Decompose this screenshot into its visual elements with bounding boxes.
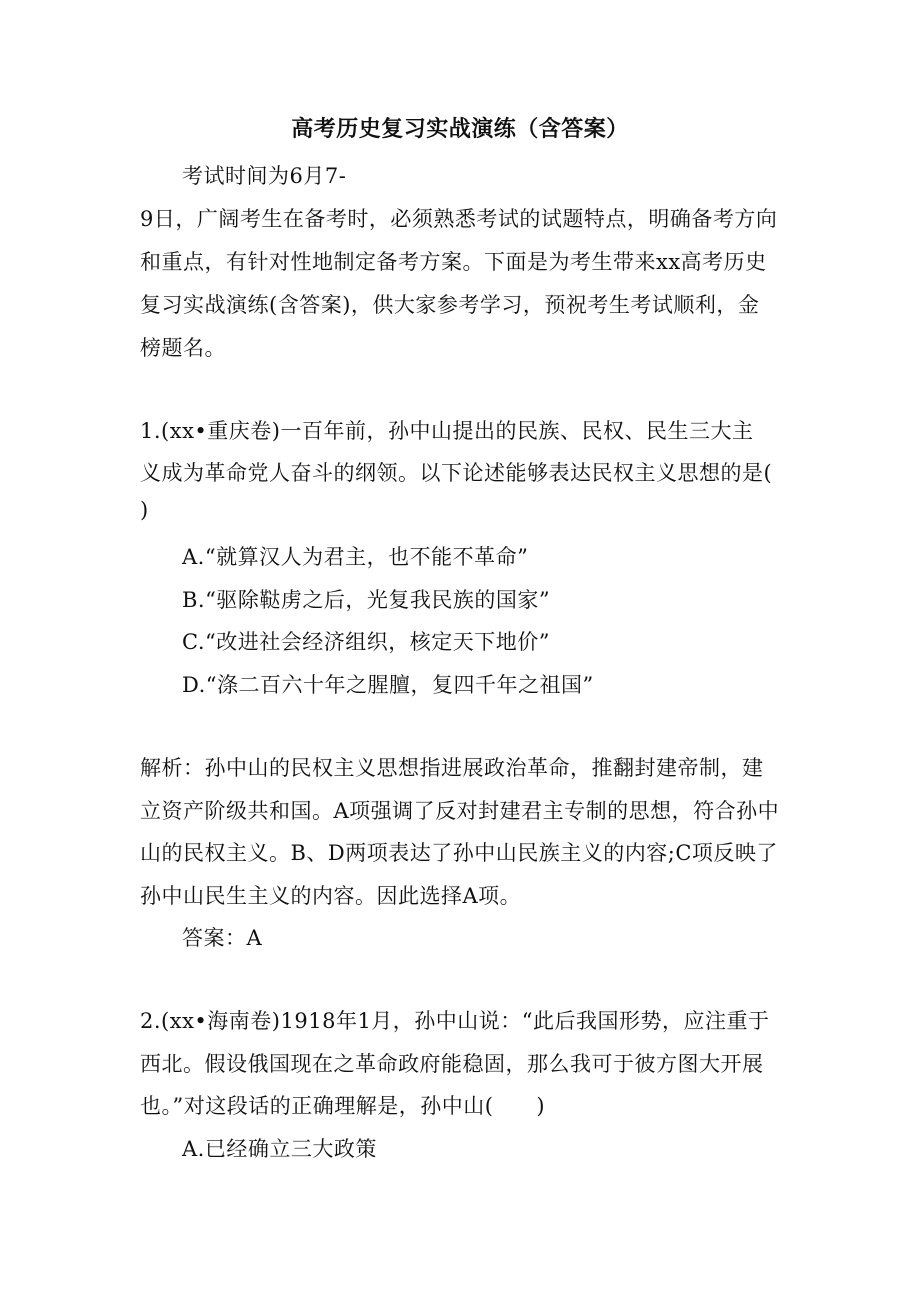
question-1-analysis: 山的民权主义。B、D两项表达了孙中山民族主义的内容;C项反映了 xyxy=(140,841,778,865)
document-title: 高考历史复习实战演练（含答案） xyxy=(291,116,629,142)
question-2-option-a: A.已经确立三大政策 xyxy=(182,1137,377,1161)
question-2-stem: 也。”对这段话的正确理解是，孙中山( ) xyxy=(140,1094,546,1118)
intro-line: 9日，广阔考生在备考时，必须熟悉考试的试题特点，明确备考方向 xyxy=(140,207,778,231)
question-2-stem: 2.(xx•海南卷)1918年1月，孙中山说：“此后我国形势，应注重于 xyxy=(140,1009,770,1033)
question-1-answer: 答案：A xyxy=(182,926,263,950)
question-1-option-b: B.“驱除鞑虏之后，光复我民族的国家” xyxy=(182,588,551,612)
question-1-stem: 1.(xx•重庆卷)一百年前，孙中山提出的民族、民权、民生三大主 xyxy=(140,419,754,443)
question-1-analysis: 解析：孙中山的民权主义思想指进展政治革命，推翻封建帝制，建 xyxy=(140,756,764,780)
question-1-option-d: D.“涤二百六十年之腥膻，复四千年之祖国” xyxy=(182,673,594,697)
intro-line: 考试时间为6月7- xyxy=(182,164,347,188)
intro-line: 榜题名。 xyxy=(140,336,226,360)
question-1-option-c: C.“改进社会经济组织，核定天下地价” xyxy=(182,630,550,654)
intro-line: 和重点，有针对性地制定备考方案。下面是为考生带来xx高考历史 xyxy=(140,250,767,274)
question-1-stem: 义成为革命党人奋斗的纲领。以下论述能够表达民权主义思想的是( xyxy=(140,461,773,485)
question-1-stem: ) xyxy=(140,498,149,522)
question-1-analysis: 孙中山民生主义的内容。因此选择A项。 xyxy=(140,884,522,908)
question-1-option-a: A.“就算汉人为君主，也不能不革命” xyxy=(182,545,529,569)
intro-line: 复习实战演练(含答案)，供大家参考学习，预祝考生考试顺利，金 xyxy=(140,293,760,317)
question-1-analysis: 立资产阶级共和国。A项强调了反对封建君主专制的思想，符合孙中 xyxy=(140,799,780,823)
question-2-stem: 西北。假设俄国现在之革命政府能稳固，那么我可于彼方图大开展 xyxy=(140,1052,764,1076)
